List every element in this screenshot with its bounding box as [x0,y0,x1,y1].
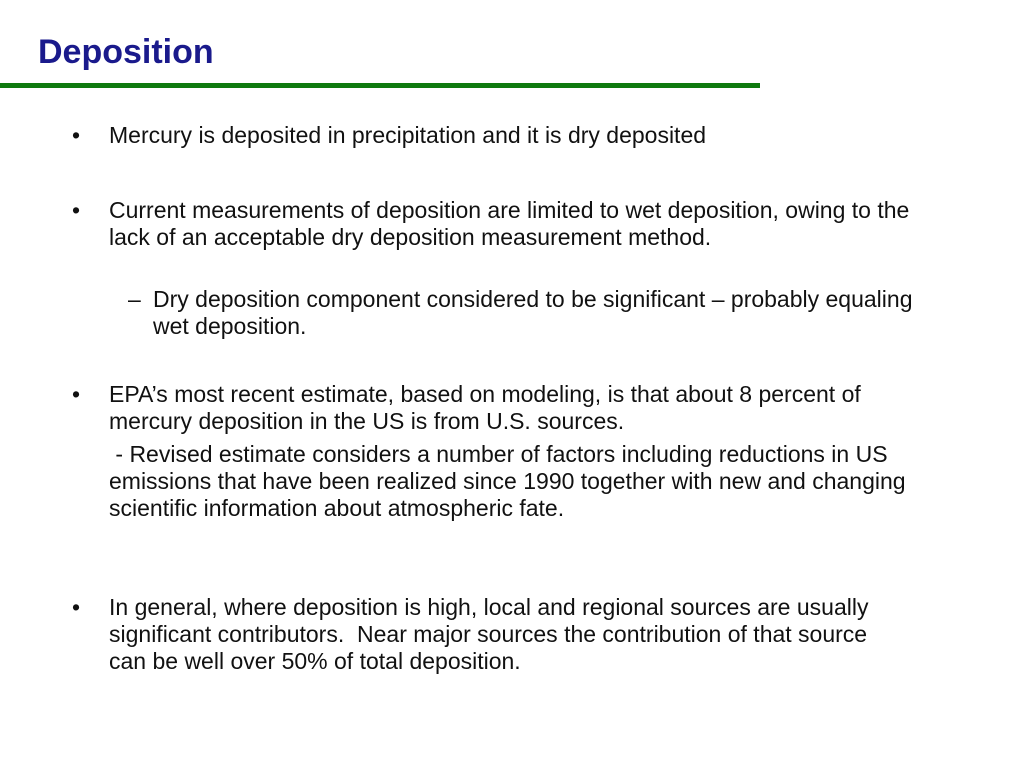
slide-title: Deposition [38,33,214,71]
bullet-text: EPA’s most recent estimate, based on modeling, is that about 8 percent of mercury deposition in the US is from U.S. sources. [109,381,868,434]
bullet-text: Mercury is deposited in precipitation and it is dry deposited [109,122,707,148]
bullet-marker: • [72,197,81,223]
bullet-text: Current measurements of deposition are limited to wet deposition, owing to the lack of an acceptable dry deposition measurement method. [109,197,916,250]
sub-bullet-text: Dry deposition component considered to be significant – probably equaling wet deposition. [153,286,913,339]
bullet-marker: • [72,122,81,148]
continuation-text: - Revised estimate considers a number of factors including reductions in US emissions that have been realized since 1990 together with new and changing scientific information about atmospheric fate. [109,441,912,521]
sub-bullet-marker: – [128,286,141,312]
bullet-text: In general, where deposition is high, local and regional sources are usually significant contributors. Near major sources the contribution of that source can be well over 50% of total deposition. [109,594,875,674]
bullet-marker: • [72,381,81,407]
title-underline [0,83,760,88]
bullet-marker: • [72,594,81,620]
